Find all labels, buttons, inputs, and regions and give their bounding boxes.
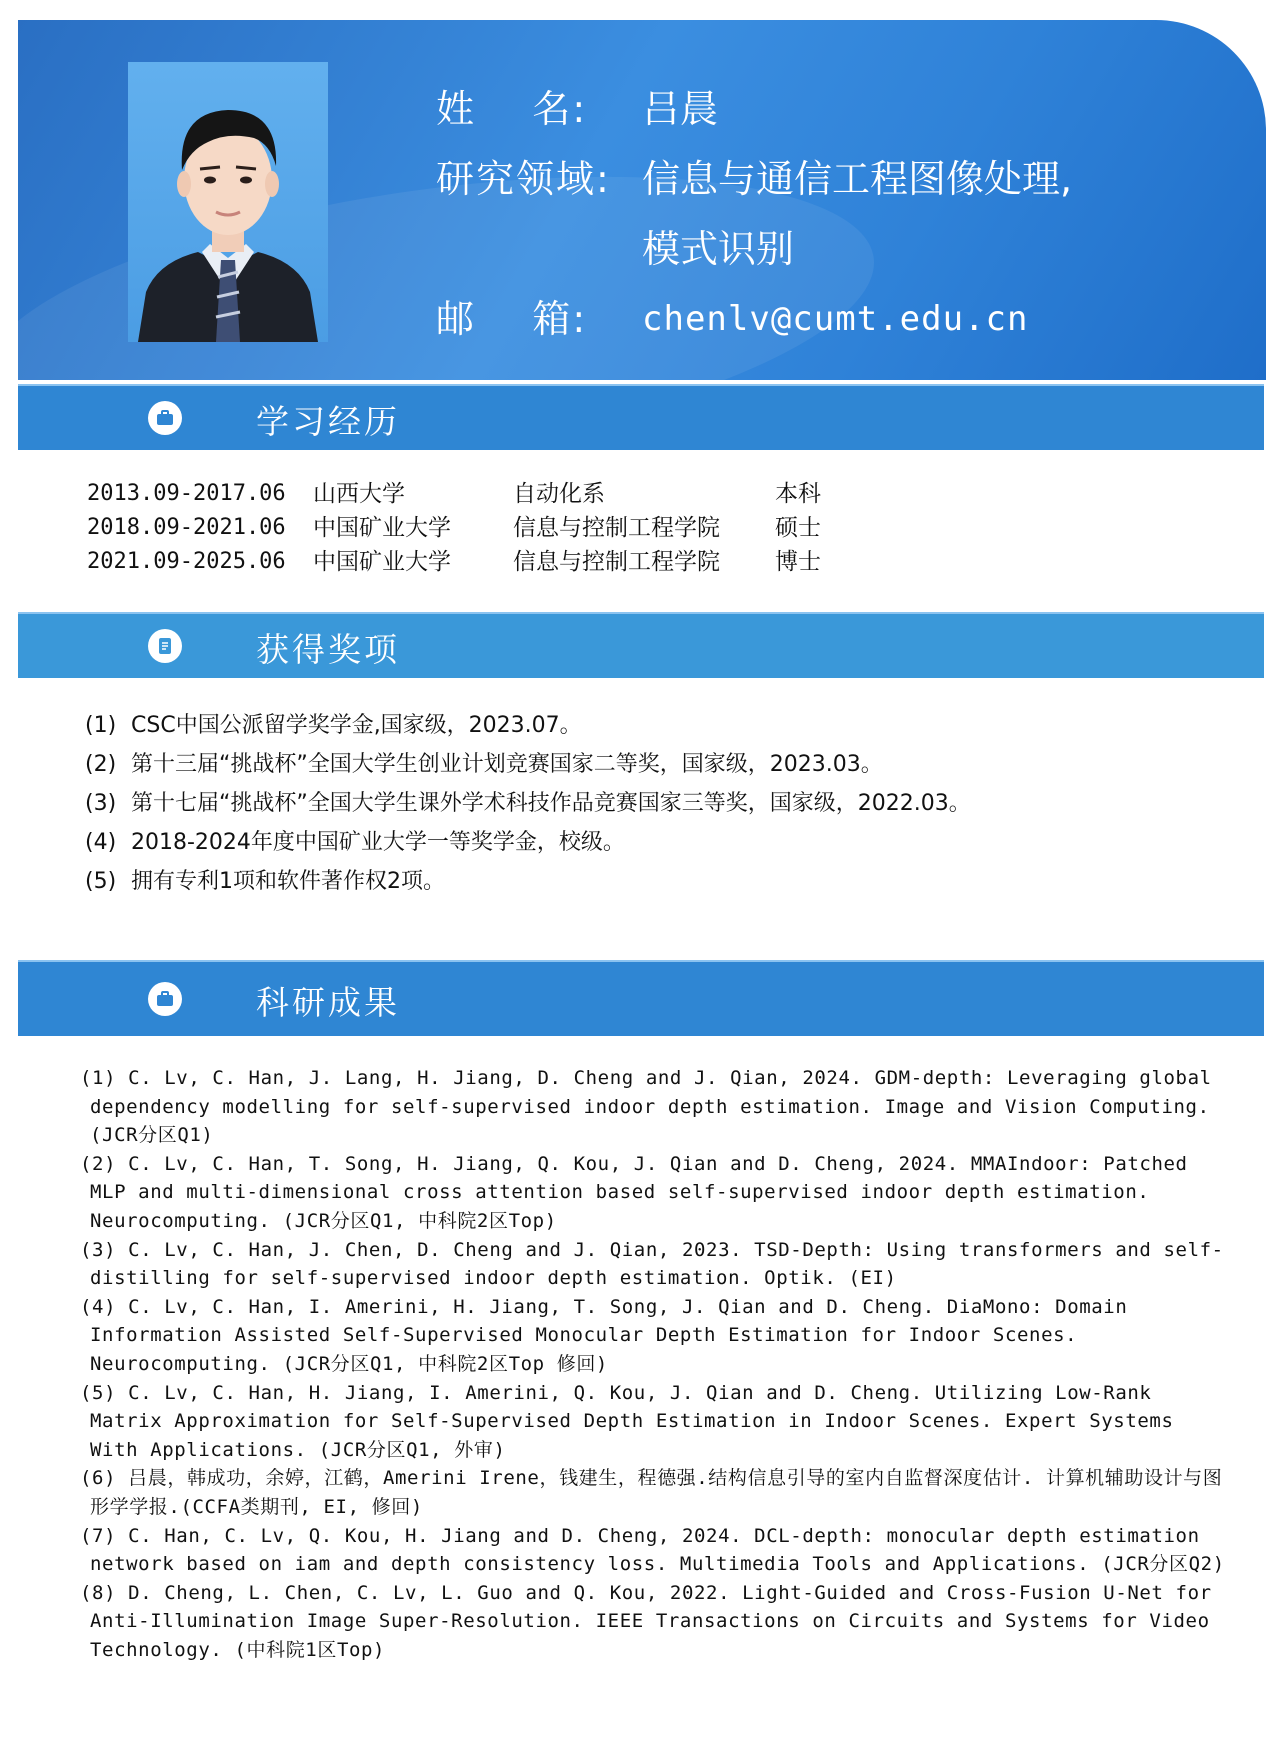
award-text: 第十七届“挑战杯”全国大学生课外学术科技作品竞赛国家三等奖，国家级，2022.03。 <box>131 791 971 816</box>
research-list <box>80 1064 1230 1664</box>
email-value[interactable]: chenlv@cumt.edu.cn <box>642 299 1029 339</box>
publication-item: (1) C. Lv, C. Han, J. Lang, H. Jiang, D. Cheng and J. Qian, 2024. GDM-depth: Leveraging global dependency modelling for self-supervised indoor depth estimation. Image and Vision Computing.(JCR分区Q1) <box>80 1067 1212 1147</box>
award-text: 拥有专利1项和软件著作权2项。 <box>131 869 445 894</box>
field-row <box>436 144 1072 214</box>
award-number: (3) <box>85 791 117 816</box>
award-item <box>85 862 971 901</box>
education-degree: 博士 <box>775 549 821 575</box>
education-dept: 自动化系 <box>513 481 605 507</box>
document-icon <box>148 629 182 663</box>
research-section-title: 科研成果 <box>256 983 400 1022</box>
education-row <box>87 511 855 545</box>
award-item <box>85 784 971 823</box>
education-list <box>87 477 855 579</box>
award-text: CSC中国公派留学奖学金,国家级，2023.07。 <box>131 713 582 738</box>
award-text: 第十三届“挑战杯”全国大学生创业计划竞赛国家二等奖，国家级，2023.03。 <box>131 752 883 777</box>
publication-item: (6) 吕晨，韩成功，余婷，江鹤，Amerini Irene，钱建生，程德强.结构信息引导的室内自监督深度估计. 计算机辅助设计与图形学学报.(CCFA类期刊, EI, 修回) <box>80 1467 1223 1518</box>
name-row <box>436 74 1072 144</box>
awards-section-header <box>18 612 1264 678</box>
publication-item: (8) D. Cheng, L. Chen, C. Lv, L. Guo and Q. Kou, 2022. Light-Guided and Cross-Fusion U-Net for Anti-Illumination Image Super-Resolution. IEEE Transactions on Circuits and Systems for Video Technology. (中科院1区Top) <box>80 1581 1212 1661</box>
name-value: 吕晨 <box>642 87 719 131</box>
education-degree: 本科 <box>775 481 821 507</box>
award-number: (2) <box>85 752 117 777</box>
education-dept: 信息与控制工程学院 <box>513 515 720 541</box>
briefcase-icon-research <box>148 982 182 1016</box>
publication-item: (7) C. Han, C. Lv, Q. Kou, H. Jiang and D. Cheng, 2024. DCL-depth: monocular depth estimation network based on iam and depth consistency loss. Multimedia Tools and Applications. (JCR分区Q2) <box>80 1524 1225 1576</box>
education-school: 中国矿业大学 <box>313 549 451 575</box>
research-section-header <box>18 960 1264 1036</box>
education-degree: 硕士 <box>775 515 821 541</box>
education-period: 2013.09-2017.06 <box>87 481 286 506</box>
profile-info <box>436 74 1072 354</box>
publication-item: (4) C. Lv, C. Han, I. Amerini, H. Jiang, T. Song, J. Qian and D. Cheng. DiaMono: Domain Information Assisted Self-Supervised Monocular Depth Estimation for Indoor Scenes. Neurocomputing. (JCR分区Q1, 中科院2区Top 修回) <box>80 1295 1128 1375</box>
education-dept: 信息与控制工程学院 <box>513 549 720 575</box>
briefcase-icon <box>148 401 182 435</box>
email-label: 邮 箱: <box>436 297 588 341</box>
awards-section-title: 获得奖项 <box>256 630 400 669</box>
award-number: (1) <box>85 713 117 738</box>
award-item <box>85 823 971 862</box>
email-row <box>436 284 1072 354</box>
field-value-line2: 模式识别 <box>642 227 795 271</box>
publication-item: (2) C. Lv, C. Han, T. Song, H. Jiang, Q. Kou, J. Qian and D. Cheng, 2024. MMAIndoor: Patched MLP and multi-dimensional cross attention based self-supervised indoor depth estimation. Neurocomputing. (JCR分区Q1, 中科院2区Top) <box>80 1152 1188 1232</box>
award-text: 2018-2024年度中国矿业大学一等奖学金，校级。 <box>131 830 625 855</box>
award-item <box>85 706 971 745</box>
field-row-2 <box>436 214 1072 284</box>
education-school: 中国矿业大学 <box>313 515 451 541</box>
awards-list <box>85 706 971 901</box>
education-school: 山西大学 <box>313 481 405 507</box>
education-row <box>87 477 855 511</box>
award-number: (5) <box>85 869 117 894</box>
award-number: (4) <box>85 830 117 855</box>
publication-item: (3) C. Lv, C. Han, J. Chen, D. Cheng and J. Qian, 2023. TSD-Depth: Using transformers and self-distilling for self-supervised indoor depth estimation. Optik. (EI) <box>80 1238 1224 1290</box>
education-period: 2021.09-2025.06 <box>87 549 286 574</box>
education-section-title: 学习经历 <box>256 402 400 441</box>
profile-photo <box>128 62 328 342</box>
education-section-header <box>18 384 1264 450</box>
field-value-line1: 信息与通信工程图像处理, <box>642 157 1073 201</box>
profile-header <box>18 20 1266 380</box>
publication-item: (5) C. Lv, C. Han, H. Jiang, I. Amerini, Q. Kou, J. Qian and D. Cheng. Utilizing Low-Rank Matrix Approximation for Self-Supervised Depth Estimation in Indoor Scenes. Expert Systems With Applications. (JCR分区Q1, 外审) <box>80 1381 1174 1461</box>
field-label: 研究领域: <box>436 157 611 201</box>
award-item <box>85 745 971 784</box>
education-period: 2018.09-2021.06 <box>87 515 286 540</box>
name-label: 姓 名: <box>436 87 588 131</box>
education-row <box>87 545 855 579</box>
